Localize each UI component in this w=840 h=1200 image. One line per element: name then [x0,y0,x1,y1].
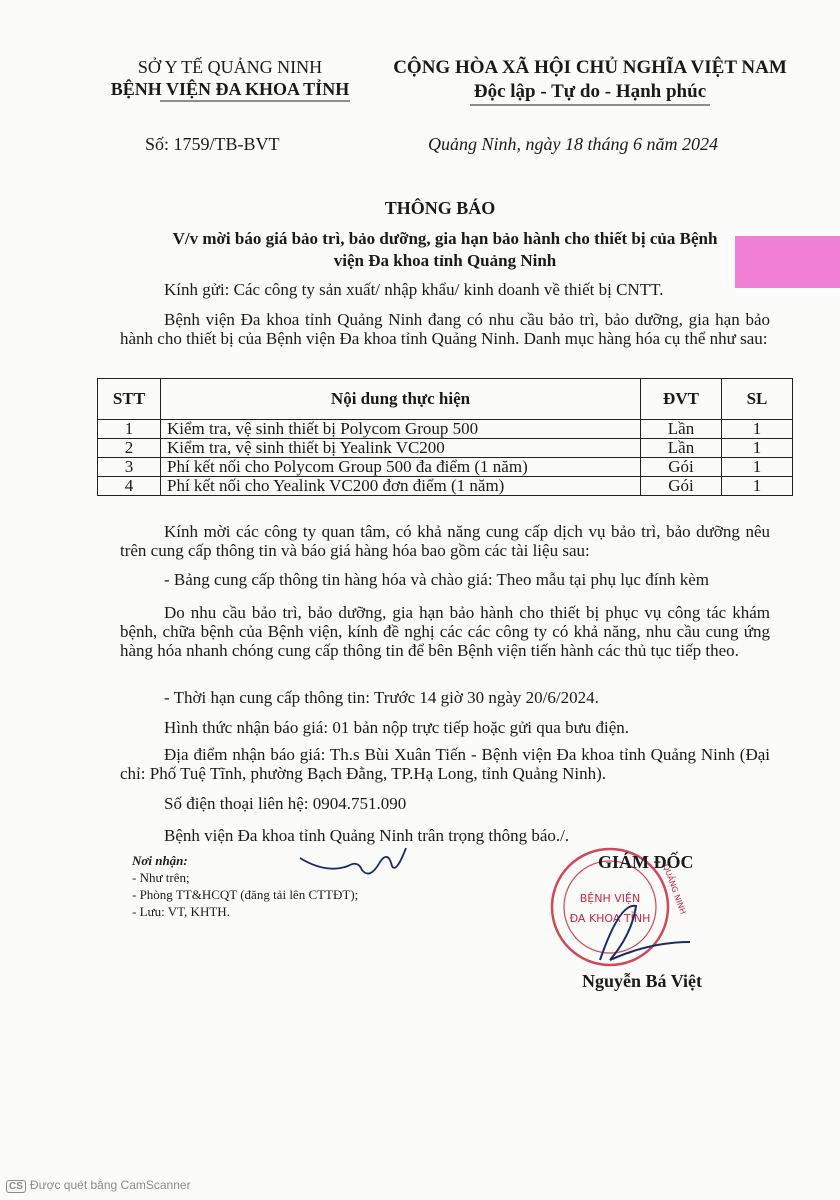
cell-content: Phí kết nối cho Polycom Group 500 đa điểm (1 năm) [161,458,641,477]
doc-subject [125,228,765,272]
motto-underline [470,104,710,108]
scanner-footer [6,1178,191,1193]
doc-number: Số: 1759/TB-BVT [145,134,280,154]
issuer-header [70,56,390,100]
table-header-row [98,379,793,420]
invite-paragraph: Kính mời các công ty quan tâm, có khả năng cung cấp dịch vụ bảo trì, bảo dưỡng nêu trên cung cấp thông tin và báo giá hàng hóa bao gồm các tài liệu sau: [120,522,770,560]
header-content: Nội dung thực hiện [161,379,641,420]
recipient-item: - Như trên; [132,870,190,885]
need-paragraph: Do nhu cầu bảo trì, bảo dưỡng, gia hạn bảo hành cho thiết bị phục vụ công tác khám bệnh, chữa bệnh của Bệnh viện, kính đề nghị các các công ty có khả năng, nhu cầu cung ứng hàng hóa nhanh chóng cung cấp thông tin để bên Bệnh viện tiến hành các thủ tục tiếp theo. [120,603,770,660]
deadline: - Thời hạn cung cấp thông tin: Trước 14 giờ 30 ngày 20/6/2024. [164,688,599,707]
cell-unit: Gói [641,458,722,477]
items-table [97,378,793,496]
cell-stt: 2 [98,439,161,458]
cell-content: Kiểm tra, vệ sinh thiết bị Yealink VC200 [161,439,641,458]
table-row [98,420,793,439]
cell-unit: Lần [641,420,722,439]
stamp-text-1: BỆNH VIỆN [579,892,641,905]
cell-stt: 1 [98,420,161,439]
doc-title: THÔNG BÁO [384,198,496,218]
header-stt: STT [98,379,161,420]
stamp-text-2: ĐA KHOA TỈNH [569,912,651,925]
stamp-text-3: QUẢNG NINH [661,862,688,916]
method: Hình thức nhận báo giá: 01 bản nộp trực tiếp hoặc gửi qua bưu điện. [164,718,630,737]
dept-name: SỞ Y TẾ QUẢNG NINH [137,57,323,77]
recipient-item: - Phòng TT&HCQT (đăng tải lên CTTĐT); [132,887,359,902]
cell-qty: 1 [722,439,793,458]
cell-content: Kiểm tra, vệ sinh thiết bị Polycom Group 500 [161,420,641,439]
closing: Bệnh viện Đa khoa tỉnh Quảng Ninh trân trọng thông báo./. [164,826,570,845]
cell-stt: 4 [98,477,161,496]
recipient-item: - Lưu: VT, KHTH. [132,904,230,919]
hospital-name: BỆNH VIỆN ĐA KHOA TỈNH [110,79,350,99]
cell-stt: 3 [98,458,161,477]
camscanner-icon: CS [6,1180,26,1193]
motto: Độc lập - Tự do - Hạnh phúc [473,81,707,102]
hospital-underline [150,100,350,104]
national-header [370,56,810,104]
addressee: Kính gửi: Các công ty sản xuất/ nhập khẩu/ kinh doanh về thiết bị CNTT. [164,280,664,299]
cell-unit: Gói [641,477,722,496]
phone: Số điện thoại liên hệ: 0904.751.090 [164,794,407,813]
header-unit: ĐVT [641,379,722,420]
subject-line-1: V/v mời báo giá bảo trì, bảo dưỡng, gia hạn bảo hành cho thiết bị của Bệnh [172,229,718,248]
cell-qty: 1 [722,420,793,439]
cell-unit: Lần [641,439,722,458]
cell-content: Phí kết nối cho Yealink VC200 đơn điểm (1 năm) [161,477,641,496]
table-row [98,439,793,458]
location: Địa điểm nhận báo giá: Th.s Bùi Xuân Tiến - Bệnh viện Đa khoa tỉnh Quảng Ninh (Đại chỉ: Phố Tuệ Tĩnh, phường Bạch Đằng, TP.Hạ Long, tỉnh Quảng Ninh). [120,745,770,783]
table-row [98,477,793,496]
signer-role: GIÁM ĐỐC [598,852,694,872]
footer-text: Được quét bằng CamScanner [29,1178,191,1192]
table-row [98,458,793,477]
header-qty: SL [722,379,793,420]
subject-line-2: viện Đa khoa tỉnh Quảng Ninh [333,251,557,270]
cell-qty: 1 [722,458,793,477]
initial-signature [296,840,416,890]
bullet-info: - Bảng cung cấp thông tin hàng hóa và chào giá: Theo mẫu tại phụ lục đính kèm [164,570,709,589]
doc-date: Quảng Ninh, ngày 18 tháng 6 năm 2024 [428,134,718,154]
recipients-heading: Nơi nhận: [132,853,188,868]
country-name: CỘNG HÒA XÃ HỘI CHỦ NGHĨA VIỆT NAM [393,57,787,78]
intro-paragraph: Bệnh viện Đa khoa tỉnh Quảng Ninh đang có nhu cầu bảo trì, bảo dưỡng, gia hạn bảo hành cho thiết bị của Bệnh viện Đa khoa tỉnh Quảng Ninh. Danh mục hàng hóa cụ thể như sau: [120,310,770,348]
cell-qty: 1 [722,477,793,496]
signer-name: Nguyễn Bá Việt [582,971,703,991]
